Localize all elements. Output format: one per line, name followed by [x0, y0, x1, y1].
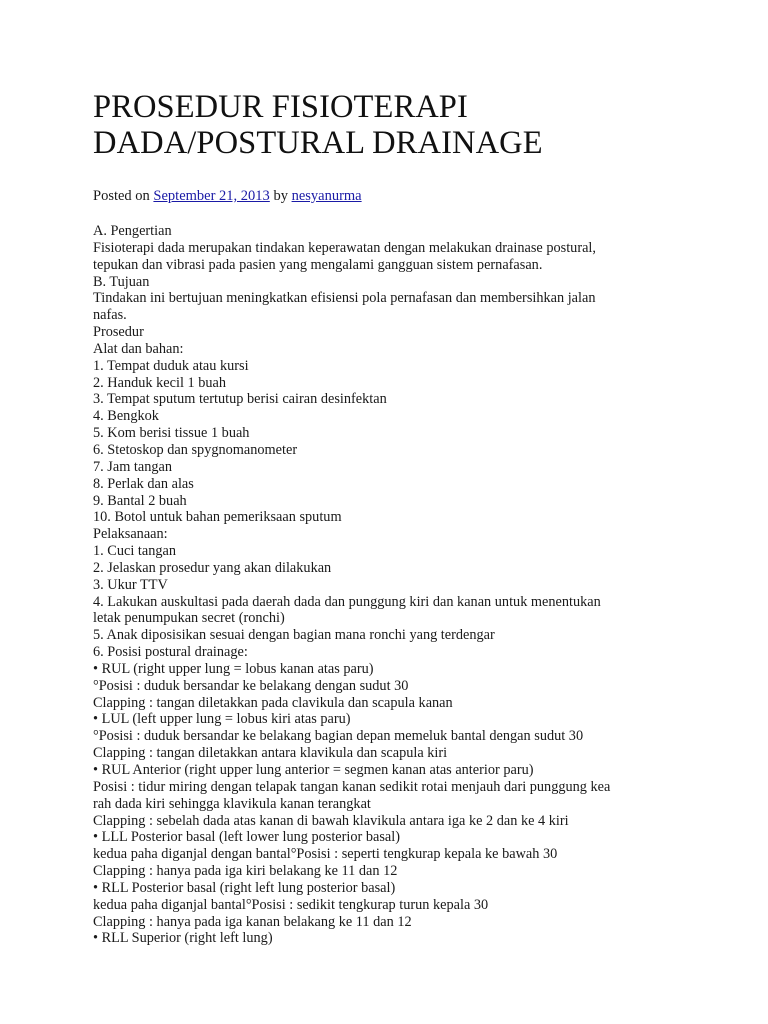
content-line: nafas. [93, 307, 127, 324]
content-line: Pelaksanaan: [93, 526, 168, 543]
content-line: 7. Jam tangan [93, 458, 173, 475]
content-line: 5. Anak diposisikan sesuai dengan bagian mana ronchi yang terdengar [93, 627, 495, 644]
content-line: B. Tujuan [93, 273, 150, 290]
by-label: by [273, 188, 288, 204]
content-line: 9. Bantal 2 buah [93, 492, 187, 509]
content-line: 4. Bengkok [93, 408, 159, 425]
content-line: °Posisi : duduk bersandar ke belakang dengan sudut 30 [93, 677, 409, 694]
content-line: Clapping : sebelah dada atas kanan di bawah klavikula antara iga ke 2 dan ke 4 kiri [93, 812, 569, 829]
content-line: 3. Tempat sputum tertutup berisi cairan desinfektan [93, 391, 387, 408]
page-title-line-1: PROSEDUR FISIOTERAPI [93, 89, 468, 125]
content-line: Clapping : tangan diletakkan pada clavikula dan scapula kanan [93, 694, 453, 711]
content-line: letak penumpukan secret (ronchi) [93, 610, 285, 627]
content-line: • LLL Posterior basal (left lower lung posterior basal) [93, 829, 401, 846]
content-line: Tindakan ini bertujuan meningkatkan efisiensi pola pernafasan dan membersihkan jalan [93, 290, 596, 307]
content-line: 3. Ukur TTV [93, 576, 168, 593]
content-line: Clapping : hanya pada iga kiri belakang ke 11 dan 12 [93, 863, 398, 880]
content-line: Clapping : hanya pada iga kanan belakang ke 11 dan 12 [93, 913, 412, 930]
content-line: 1. Cuci tangan [93, 543, 176, 560]
content-line: Posisi : tidur miring dengan telapak tangan kanan sedikit rotai menjauh dari punggung kea [93, 778, 611, 795]
content-line: Fisioterapi dada merupakan tindakan keperawatan dengan melakukan drainase postural, [93, 239, 596, 256]
content-line: kedua paha diganjal bantal°Posisi : sedikit tengkurap turun kepala 30 [93, 896, 489, 913]
content-line: • LUL (left upper lung = lobus kiri atas paru) [93, 711, 351, 728]
content-line: • RLL Posterior basal (right left lung posterior basal) [93, 879, 396, 896]
post-date-link[interactable]: September 21, 2013 [153, 188, 270, 204]
content-line: 6. Posisi postural drainage: [93, 644, 248, 661]
content-line: • RUL Anterior (right upper lung anterior = segmen kanan atas anterior paru) [93, 762, 534, 778]
page-title-line-2: DADA/POSTURAL DRAINAGE [93, 125, 543, 161]
content-line: 10. Botol untuk bahan pemeriksaan sputum [93, 509, 342, 526]
content-line: 5. Kom berisi tissue 1 buah [93, 425, 250, 442]
content-line: 8. Perlak dan alas [93, 475, 194, 492]
content-line: • RLL Superior (right left lung) [93, 930, 273, 947]
content-line: Alat dan bahan: [93, 340, 184, 357]
content-line: • RUL (right upper lung = lobus kanan atas paru) [93, 660, 374, 677]
author-link[interactable]: nesyanurma [291, 188, 362, 204]
post-content [93, 223, 693, 947]
content-line: Prosedur [93, 324, 144, 341]
content-line: 2. Jelaskan prosedur yang akan dilakukan [93, 559, 332, 576]
content-line: °Posisi : duduk bersandar ke belakang bagian depan memeluk bantal dengan sudut 30 [93, 728, 584, 745]
posted-on-label: Posted on [93, 188, 150, 204]
content-line: A. Pengertian [93, 223, 172, 239]
post-meta [93, 188, 693, 205]
content-line: rah dada kiri sehingga klavikula kanan terangkat [93, 795, 371, 812]
content-line: 2. Handuk kecil 1 buah [93, 374, 227, 391]
content-line: 4. Lakukan auskultasi pada daerah dada dan punggung kiri dan kanan untuk menentukan [93, 593, 601, 610]
document-page [93, 0, 693, 947]
content-line: tepukan dan vibrasi pada pasien yang mengalami gangguan sistem pernafasan. [93, 256, 543, 273]
content-line: kedua paha diganjal dengan bantal°Posisi : seperti tengkurap kepala ke bawah 30 [93, 846, 558, 863]
content-line: 6. Stetoskop dan spygnomanometer [93, 441, 298, 458]
content-line: Clapping : tangan diletakkan antara klavikula dan scapula kiri [93, 745, 448, 762]
content-line: 1. Tempat duduk atau kursi [93, 357, 249, 374]
page-title [93, 0, 693, 161]
